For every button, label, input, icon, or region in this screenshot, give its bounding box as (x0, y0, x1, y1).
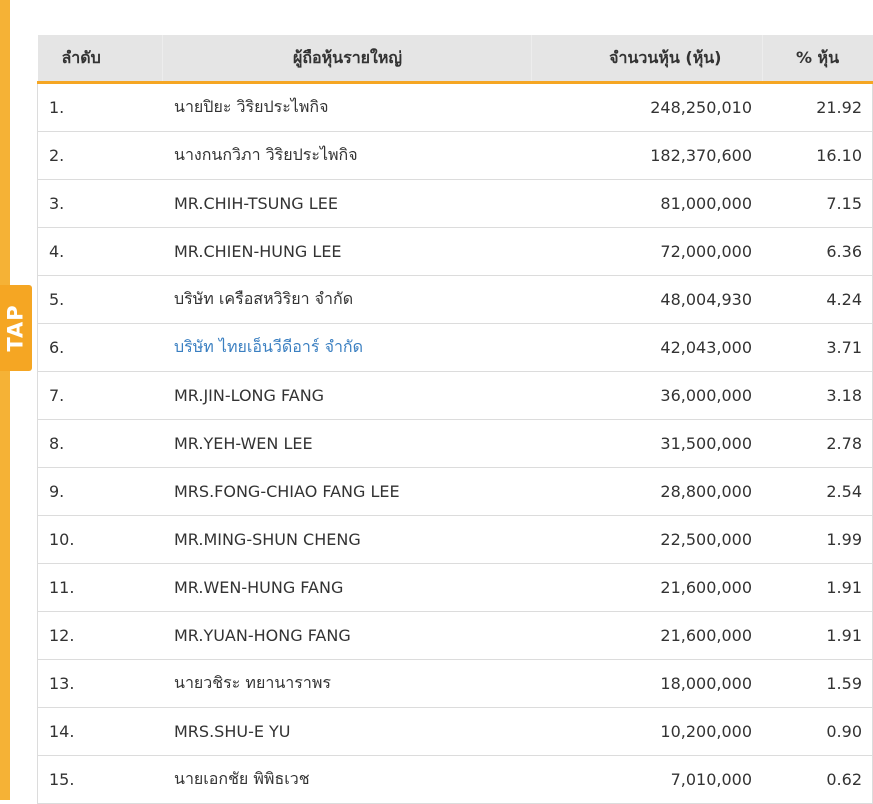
table-row (38, 420, 873, 468)
cell-holder: นางกนกวิภา วิริยประไพกิจ (162, 132, 531, 180)
table-row (38, 228, 873, 276)
cell-rank: 12. (38, 612, 163, 660)
cell-percent: 0.90 (762, 708, 873, 756)
table-row (38, 756, 873, 804)
cell-percent: 1.91 (762, 612, 873, 660)
cell-rank: 2. (38, 132, 163, 180)
cell-rank: 3. (38, 180, 163, 228)
cell-shares: 81,000,000 (531, 180, 762, 228)
cell-shares: 248,250,010 (531, 83, 762, 132)
cell-holder: MR.YUAN-HONG FANG (162, 612, 531, 660)
cell-rank: 11. (38, 564, 163, 612)
cell-rank: 4. (38, 228, 163, 276)
side-accent-strip (0, 0, 10, 800)
cell-holder: นายวชิระ ทยานาราพร (162, 660, 531, 708)
cell-percent: 3.71 (762, 324, 873, 372)
cell-percent: 16.10 (762, 132, 873, 180)
header-holder: ผู้ถือหุ้นรายใหญ่ (162, 35, 531, 83)
table-row (38, 564, 873, 612)
cell-holder: MR.JIN-LONG FANG (162, 372, 531, 420)
cell-rank: 8. (38, 420, 163, 468)
tap-side-tab-label: TAP (4, 304, 28, 352)
cell-holder: MR.MING-SHUN CHENG (162, 516, 531, 564)
table-row (38, 324, 873, 372)
cell-percent: 7.15 (762, 180, 873, 228)
cell-rank: 7. (38, 372, 163, 420)
cell-percent: 2.78 (762, 420, 873, 468)
table-row (38, 660, 873, 708)
cell-percent: 2.54 (762, 468, 873, 516)
table-row (38, 132, 873, 180)
cell-holder: บริษัท เครือสหวิริยา จำกัด (162, 276, 531, 324)
cell-rank: 14. (38, 708, 163, 756)
table-row (38, 612, 873, 660)
cell-percent: 4.24 (762, 276, 873, 324)
cell-shares: 36,000,000 (531, 372, 762, 420)
cell-holder: MR.CHIH-TSUNG LEE (162, 180, 531, 228)
tap-side-tab[interactable] (0, 285, 32, 371)
cell-shares: 21,600,000 (531, 612, 762, 660)
cell-rank: 13. (38, 660, 163, 708)
table-row (38, 516, 873, 564)
cell-shares: 31,500,000 (531, 420, 762, 468)
table-header (38, 35, 873, 83)
header-shares: จำนวนหุ้น (หุ้น) (531, 35, 762, 83)
table-header-row (38, 35, 873, 83)
header-rank: ลำดับ (38, 35, 163, 83)
cell-percent: 0.62 (762, 756, 873, 804)
cell-rank: 5. (38, 276, 163, 324)
cell-rank: 15. (38, 756, 163, 804)
cell-holder: MR.CHIEN-HUNG LEE (162, 228, 531, 276)
header-percent: % หุ้น (762, 35, 873, 83)
cell-percent: 6.36 (762, 228, 873, 276)
cell-percent: 21.92 (762, 83, 873, 132)
cell-holder: นายปิยะ วิริยประไพกิจ (162, 83, 531, 132)
cell-rank: 10. (38, 516, 163, 564)
cell-shares: 72,000,000 (531, 228, 762, 276)
table-body (38, 83, 873, 804)
cell-holder: MR.WEN-HUNG FANG (162, 564, 531, 612)
cell-rank: 6. (38, 324, 163, 372)
cell-holder: MRS.SHU-E YU (162, 708, 531, 756)
cell-holder: นายเอกชัย พิพิธเวช (162, 756, 531, 804)
cell-shares: 42,043,000 (531, 324, 762, 372)
cell-shares: 28,800,000 (531, 468, 762, 516)
cell-shares: 182,370,600 (531, 132, 762, 180)
cell-shares: 21,600,000 (531, 564, 762, 612)
table-row (38, 468, 873, 516)
cell-shares: 10,200,000 (531, 708, 762, 756)
cell-holder: MR.YEH-WEN LEE (162, 420, 531, 468)
cell-shares: 48,004,930 (531, 276, 762, 324)
table-row (38, 180, 873, 228)
cell-rank: 1. (38, 83, 163, 132)
cell-percent: 3.18 (762, 372, 873, 420)
major-shareholders-table (37, 35, 873, 804)
cell-shares: 7,010,000 (531, 756, 762, 804)
cell-shares: 18,000,000 (531, 660, 762, 708)
cell-holder (162, 324, 531, 372)
table-row (38, 276, 873, 324)
cell-percent: 1.59 (762, 660, 873, 708)
table-row (38, 372, 873, 420)
cell-percent: 1.91 (762, 564, 873, 612)
cell-shares: 22,500,000 (531, 516, 762, 564)
holder-link[interactable]: บริษัท ไทยเอ็นวีดีอาร์ จำกัด (174, 337, 363, 356)
table-row (38, 708, 873, 756)
major-shareholders-table-wrapper (37, 35, 862, 804)
table-row (38, 83, 873, 132)
cell-percent: 1.99 (762, 516, 873, 564)
cell-holder: MRS.FONG-CHIAO FANG LEE (162, 468, 531, 516)
cell-rank: 9. (38, 468, 163, 516)
